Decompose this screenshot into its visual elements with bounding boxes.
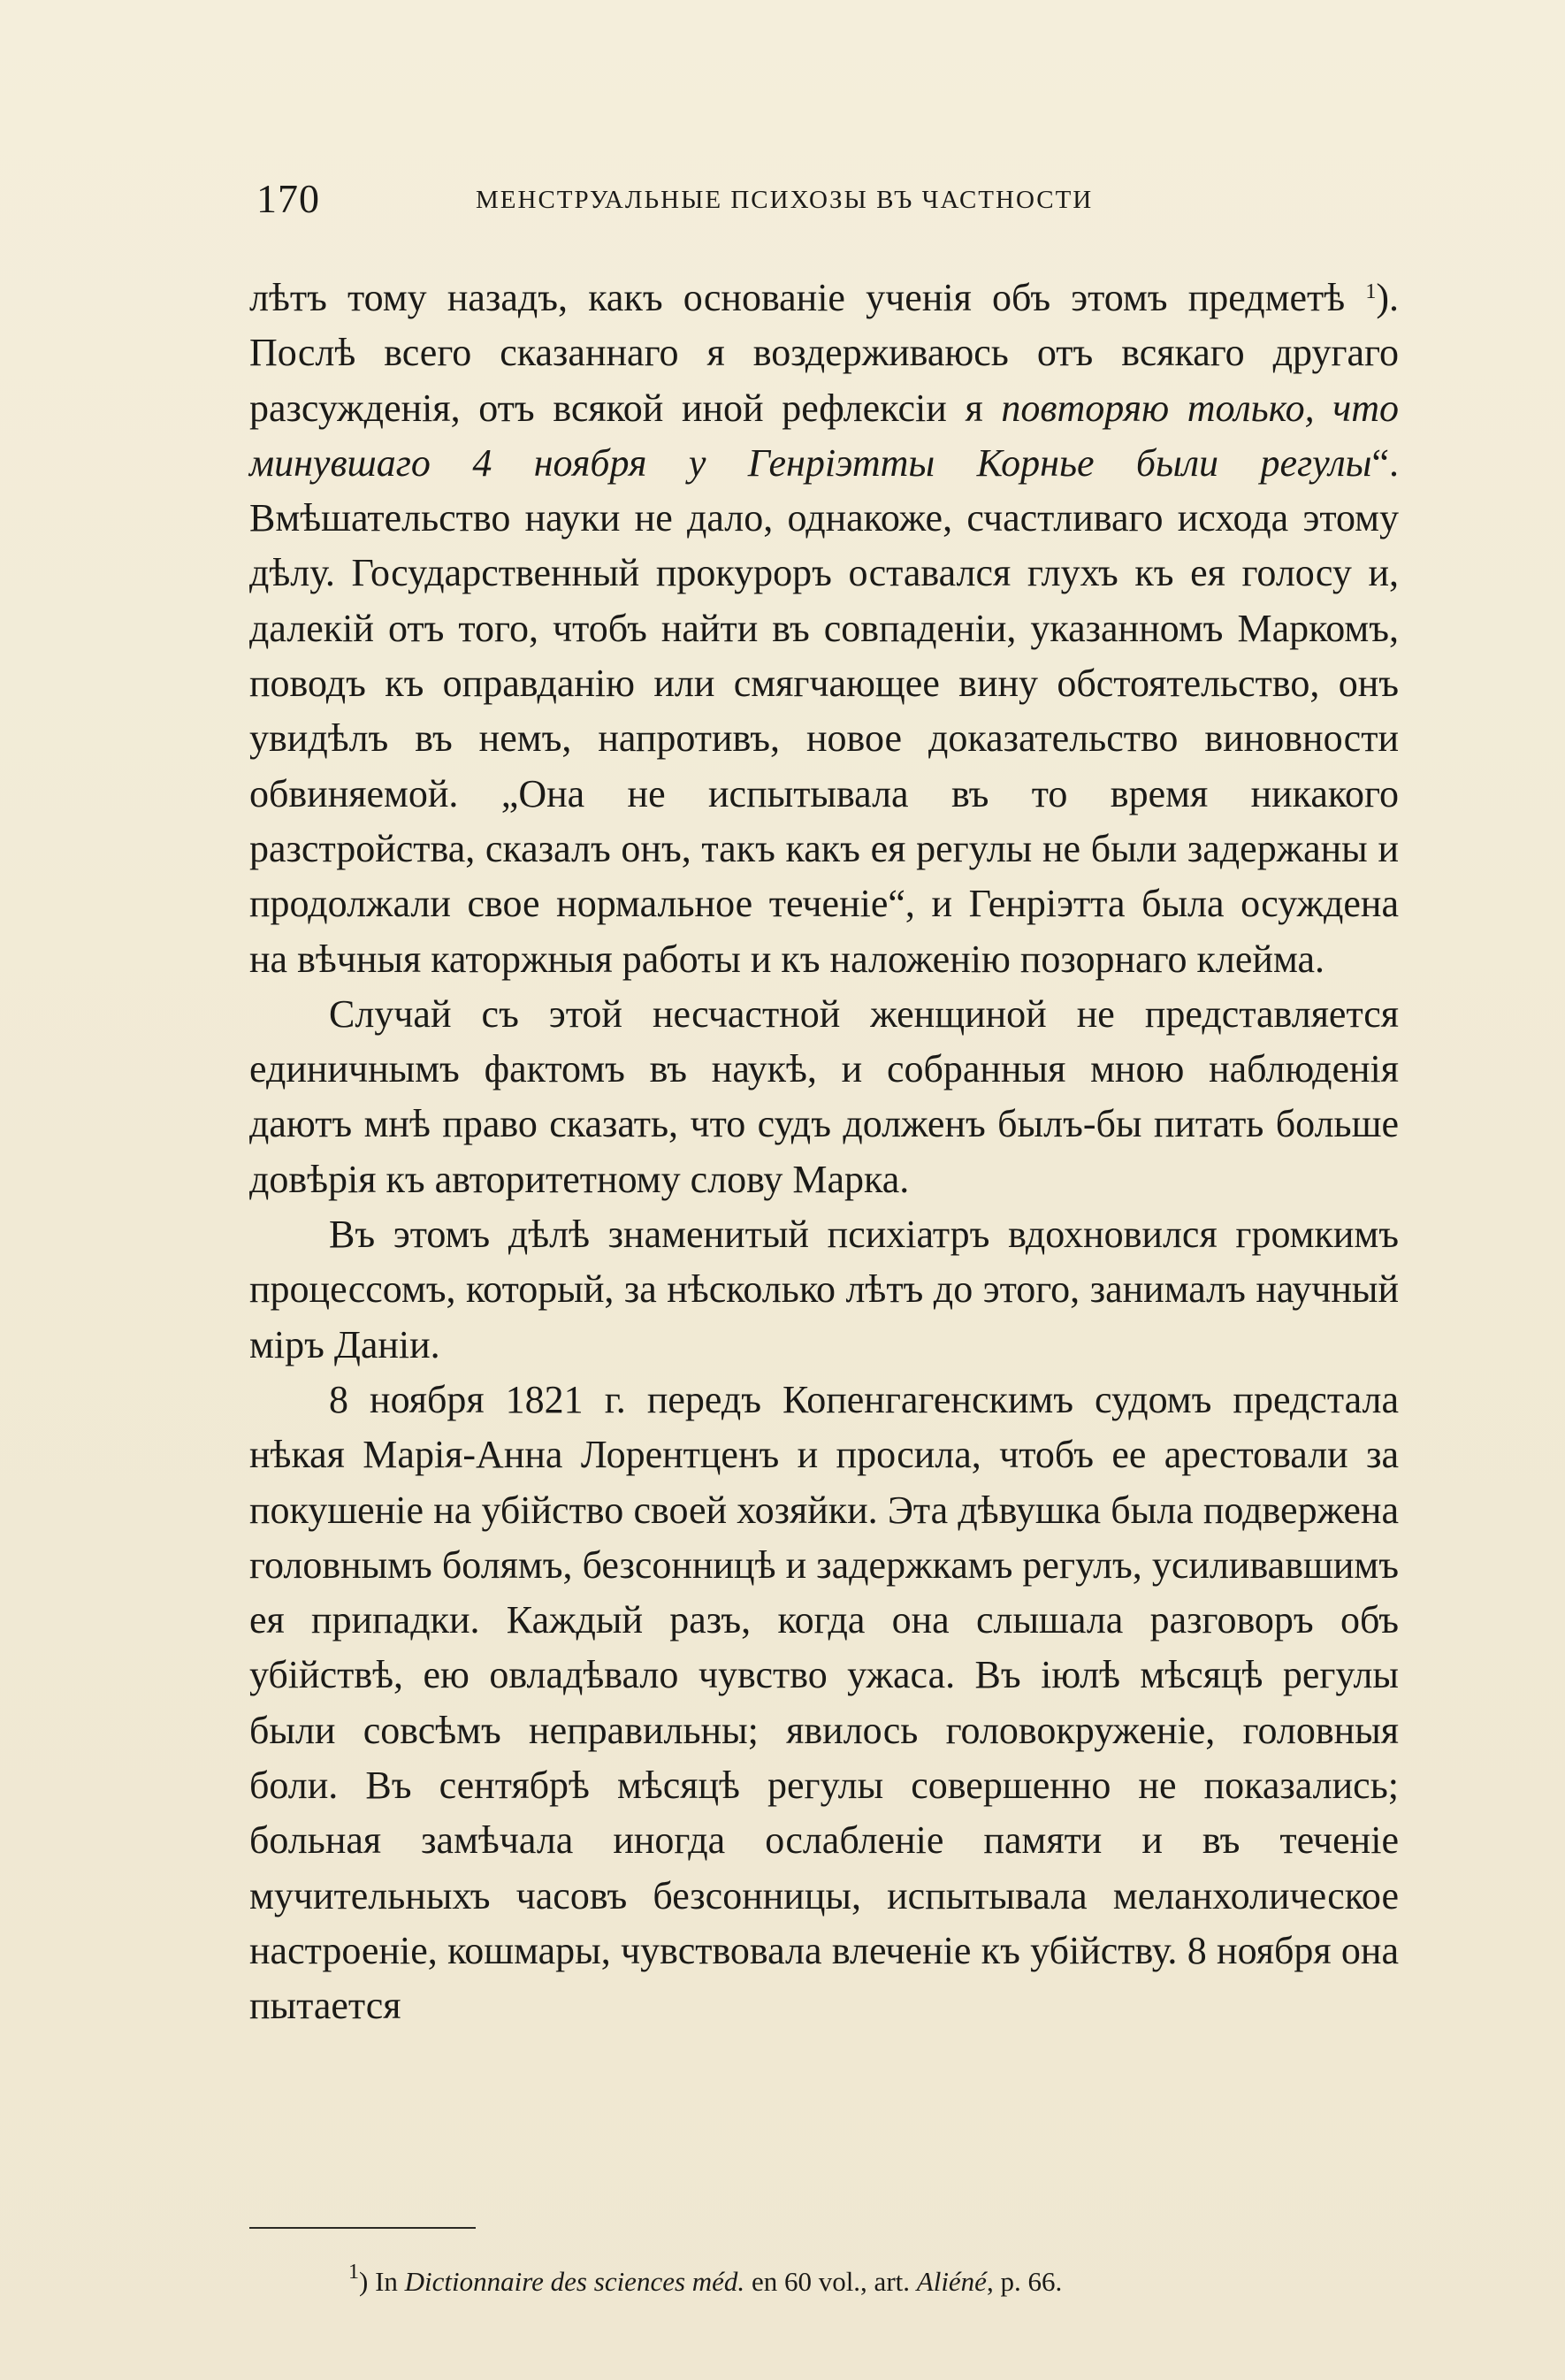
running-title: МЕНСТРУАЛЬНЫЕ ПСИХОЗЫ ВЪ ЧАСТНОСТИ — [476, 186, 1094, 214]
paragraph-3: Въ этомъ дѣлѣ знаменитый психiатръ вдохновился громкимъ процессомъ, который, за нѣсколько лѣтъ до этого, занималъ научный мiръ Данiи. — [249, 1213, 1399, 1366]
paragraph-1-text-b: ). Послѣ всего сказаннаго я воздерживаюсь отъ всякаго другаго разсужденiя, отъ всякой иной рефлексiи я — [249, 276, 1399, 430]
paragraph-1-text-c: “. Вмѣшательство науки не дало, однакоже, счастливаго исхода этому дѣлу. Государственный прокуроръ оставался глухъ къ ея голосу и, далекiй отъ того, чтобъ найти въ совпаденiи, указанномъ Маркомъ, поводъ къ оправданiю или смягчающее вину обстоятельство, онъ увидѣлъ въ немъ, напротивъ, новое доказательство виновности обвиняемой. „Она не испытывала въ то время никакого разстройства, сказалъ онъ, такъ какъ ея регулы не были задержаны и продолжали свое нормальное теченiе“, и Генрiэтта была осуждена на вѣчныя каторжныя работы и къ наложенiю позорнаго клейма. — [249, 440, 1399, 981]
footnote-divider — [249, 2227, 476, 2229]
footnote-mark: 1 — [348, 2261, 359, 2284]
paragraph-4: 8 ноября 1821 г. передъ Копенгагенскимъ судомъ предстала нѣкая Марiя-Анна Лорентценъ и просила, чтобъ ее арестовали за покушенiе на убiйство своей хозяйки. Эта дѣвушка была подвержена головнымъ болямъ, безсонницѣ и задержкамъ регулъ, усиливавшимъ ея припадки. Каждый разъ, когда она слышала разговоръ объ убiйствѣ, ею овладѣвало чувство ужаса. Въ iюлѣ мѣсяцѣ регулы были совсѣмъ неправильны; явилось головокруженiе, головныя боли. Въ сентябрѣ мѣсяцѣ регулы совершенно не показались; больная замѣчала иногда ослабленiе памяти и въ теченiе мучительныхъ часовъ безсонницы, испытывала меланхолическое настроенiе, кошмары, чувствовала влеченiе къ убiйству. 8 ноября она пытается — [249, 1377, 1399, 2028]
paragraph-1-text-a: лѣтъ тому назадъ, какъ основанiе ученiя объ этомъ предметѣ — [249, 276, 1366, 319]
footnote-text-b: en 60 vol., art. — [744, 2266, 917, 2297]
paragraph-2: Случай съ этой несчастной женщиной не представляется единичнымъ фактомъ въ наукѣ, и собранныя мною наблюденiя даютъ мнѣ право сказать, что судъ долженъ былъ-бы питать больше довѣрiя къ авторитетному слову Марка. — [249, 991, 1399, 1201]
footnote-italic-article: Aliéné — [916, 2266, 987, 2297]
footnote-italic-title: Dictionnaire des sciences méd. — [404, 2266, 745, 2297]
paragraph-1 — [249, 271, 1399, 987]
footnote-reference: 1 — [1365, 280, 1377, 303]
main-text — [249, 271, 1399, 2034]
paragraph-1-italic-quote: повторяю только, что минувшаго 4 ноября у Генрiэтты Корнье были регулы — [249, 386, 1399, 485]
page-number: 170 — [256, 176, 320, 221]
footnote-text-c: , p. 66. — [986, 2266, 1063, 2297]
footnote-text-a: ) In — [359, 2266, 405, 2297]
running-head — [256, 175, 1406, 228]
footnote — [348, 2261, 1063, 2298]
